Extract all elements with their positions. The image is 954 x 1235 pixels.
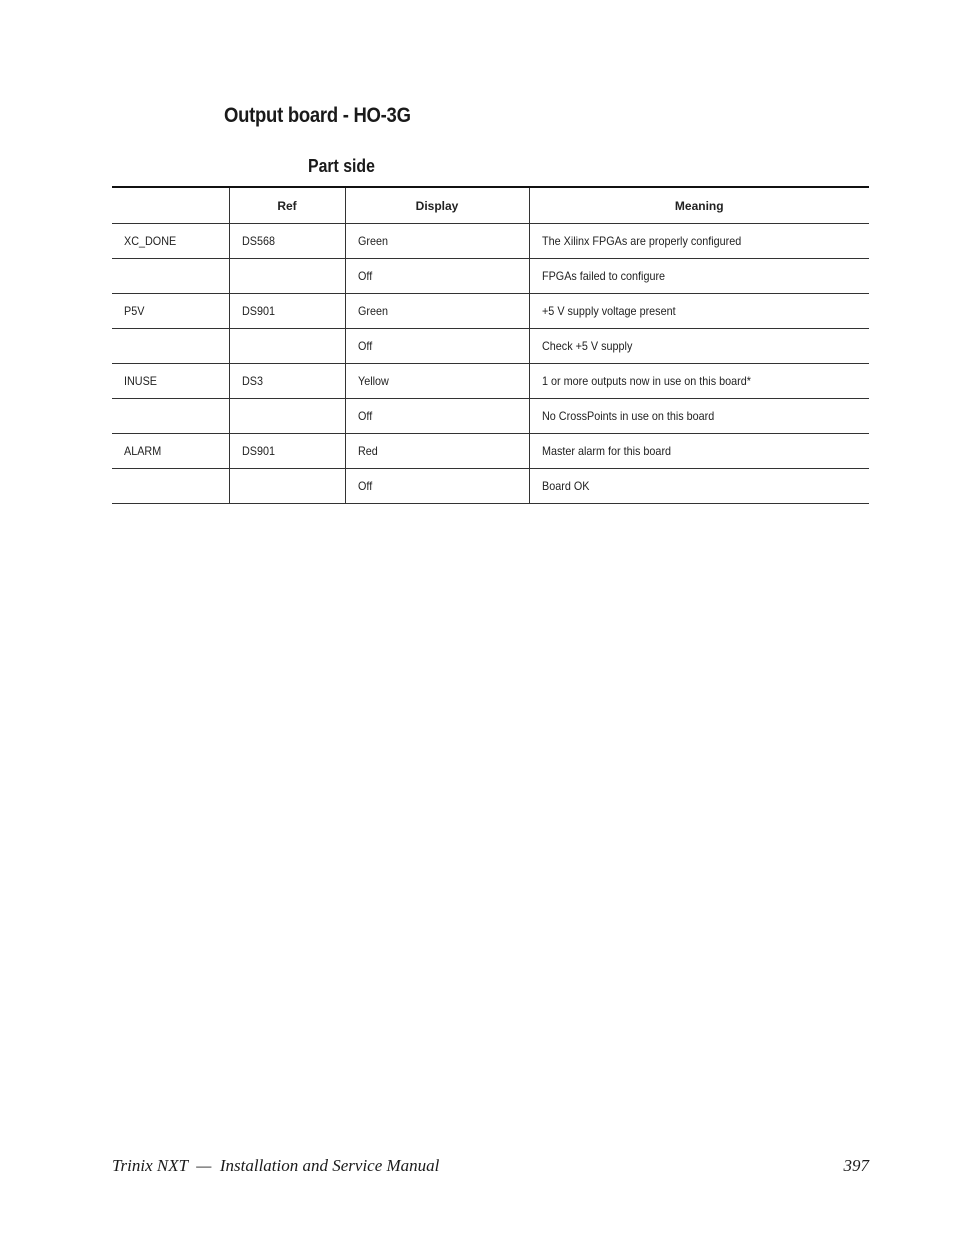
cell-ref (229, 469, 345, 504)
cell-ref (229, 259, 345, 294)
cell-text: XC_DONE (124, 234, 177, 248)
table-row (112, 329, 869, 364)
section-title: Output board - HO-3G (224, 104, 411, 127)
cell-display (345, 364, 529, 399)
cell-signal (112, 294, 229, 329)
cell-text: Yellow (357, 374, 389, 388)
cell-signal (112, 364, 229, 399)
cell-signal (112, 329, 229, 364)
cell-text: P5V (124, 304, 145, 318)
cell-meaning (529, 294, 869, 329)
cell-text: Green (357, 234, 388, 248)
cell-signal (112, 259, 229, 294)
cell-text: ALARM (124, 444, 162, 458)
cell-meaning (529, 434, 869, 469)
cell-text: Red (357, 444, 378, 458)
footer-manual-title: Trinix NXT — Installation and Service Manual (112, 1156, 440, 1175)
cell-display (345, 259, 529, 294)
table-row (112, 224, 869, 259)
footer-page-number: 397 (843, 1156, 869, 1175)
cell-text: Off (357, 479, 372, 493)
cell-display (345, 399, 529, 434)
cell-meaning (529, 329, 869, 364)
cell-text: DS3 (241, 374, 263, 388)
header-meaning: Meaning (529, 187, 869, 224)
cell-text: Green (357, 304, 388, 318)
table-row (112, 434, 869, 469)
cell-signal (112, 224, 229, 259)
subsection-title: Part side (308, 156, 375, 176)
header-display: Display (345, 187, 529, 224)
cell-text: The Xilinx FPGAs are properly configured (541, 234, 741, 248)
table-header-row (112, 187, 869, 224)
cell-text: Check +5 V supply (541, 339, 632, 353)
table-row (112, 259, 869, 294)
table-row (112, 399, 869, 434)
cell-display (345, 329, 529, 364)
cell-text: INUSE (124, 374, 158, 388)
cell-signal (112, 469, 229, 504)
cell-ref (229, 434, 345, 469)
cell-display (345, 469, 529, 504)
cell-meaning (529, 259, 869, 294)
cell-ref (229, 399, 345, 434)
cell-display (345, 294, 529, 329)
table-row (112, 294, 869, 329)
cell-text: Off (357, 339, 372, 353)
cell-ref (229, 224, 345, 259)
cell-text: DS901 (241, 304, 275, 318)
cell-text: Off (357, 269, 372, 283)
cell-ref (229, 364, 345, 399)
cell-meaning (529, 469, 869, 504)
cell-meaning (529, 224, 869, 259)
cell-text: 1 or more outputs now in use on this board* (541, 374, 751, 388)
cell-signal (112, 399, 229, 434)
cell-text: FPGAs failed to configure (541, 269, 665, 283)
cell-ref (229, 294, 345, 329)
cell-text: DS901 (241, 444, 275, 458)
header-ref: Ref (229, 187, 345, 224)
cell-meaning (529, 364, 869, 399)
cell-text: +5 V supply voltage present (541, 304, 676, 318)
cell-meaning (529, 399, 869, 434)
cell-display (345, 224, 529, 259)
cell-text: Master alarm for this board (541, 444, 671, 458)
cell-text: DS568 (241, 234, 275, 248)
cell-text: No CrossPoints in use on this board (541, 409, 714, 423)
led-indicator-table (112, 186, 869, 504)
cell-text: Board OK (541, 479, 589, 493)
cell-display (345, 434, 529, 469)
cell-ref (229, 329, 345, 364)
header-signal (112, 187, 229, 224)
cell-text: Off (357, 409, 372, 423)
cell-signal (112, 434, 229, 469)
table-row (112, 364, 869, 399)
table-row (112, 469, 869, 504)
